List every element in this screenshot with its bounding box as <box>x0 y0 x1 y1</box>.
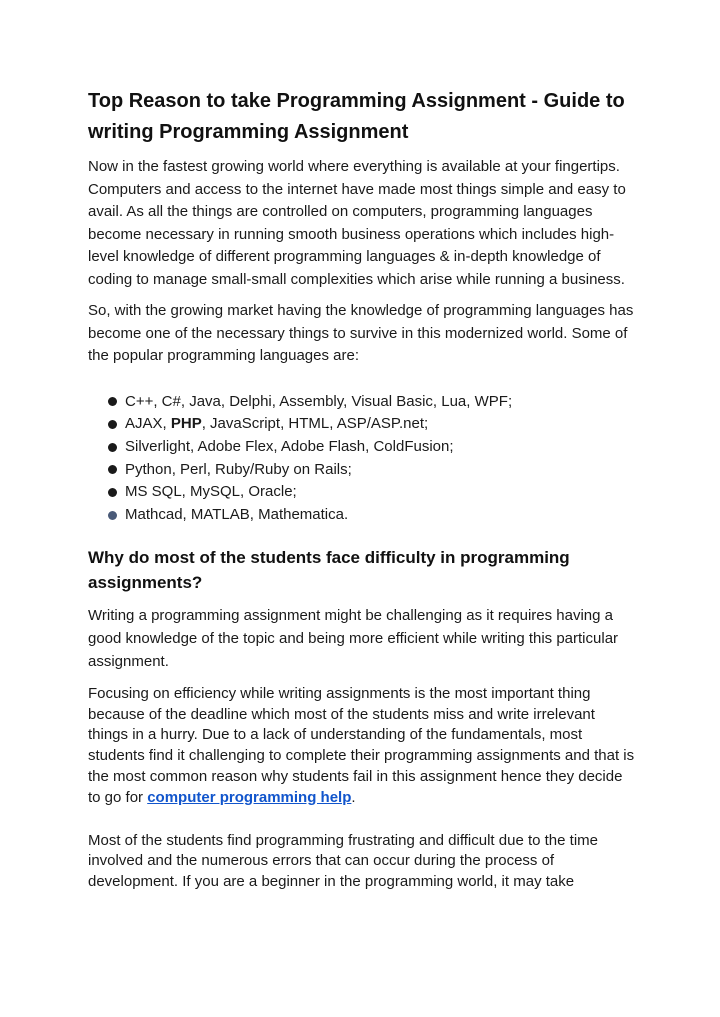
section-paragraph-2 <box>88 684 638 809</box>
list-item <box>108 391 638 414</box>
paragraph-text: Focusing on efficiency while writing assignments is the most important thing because of the deadline which most of the students miss and write irrelevant things in a hurry. Due to a lack of understanding of the fundamentals, most students find it challenging to complete their programming assignments and that is the most common reason why students fail in this assignment hence they decide to go for <box>88 684 635 806</box>
bullet-icon <box>108 397 117 406</box>
list-item <box>108 459 638 482</box>
list-item-prefix: AJAX, <box>125 415 171 433</box>
list-item-text: C++, C#, Java, Delphi, Assembly, Visual Basic, Lua, WPF; <box>125 392 513 410</box>
list-item <box>108 436 638 459</box>
list-item-suffix: , JavaScript, HTML, ASP/ASP.net; <box>201 415 429 433</box>
bullet-icon <box>108 465 117 474</box>
list-item-bold: PHP <box>170 415 202 433</box>
section-paragraph-3: Most of the students find programming frustrating and difficult due to the time involved and the numerous errors that can occur during the process of development. If you are a beginner in the programming world, it may take <box>88 831 598 891</box>
bullet-icon <box>108 443 117 452</box>
document-title: Top Reason to take Programming Assignment - Guide to writing Programming Assignment <box>88 90 625 143</box>
list-item <box>108 413 638 436</box>
bullet-icon <box>108 511 117 520</box>
document-page <box>88 86 638 893</box>
paragraph-end: . <box>351 788 356 806</box>
list-item-text: Python, Perl, Ruby/Ruby on Rails; <box>125 460 352 478</box>
programming-languages-list <box>88 391 638 527</box>
list-item <box>108 481 638 504</box>
list-item-text: MS SQL, MySQL, Oracle; <box>125 483 297 501</box>
section-heading: Why do most of the students face difficulty in programming assignments? <box>88 547 570 592</box>
section-paragraph-1: Writing a programming assignment might be challenging as it requires having a good knowledge of the topic and being more efficient while writing this particular assignment. <box>88 606 619 670</box>
list-item <box>108 504 638 527</box>
bullet-icon <box>108 420 117 429</box>
bullet-icon <box>108 488 117 497</box>
list-item-text: Silverlight, Adobe Flex, Adobe Flash, ColdFusion; <box>125 437 454 455</box>
list-item-text <box>125 413 428 436</box>
list-item-text: Mathcad, MATLAB, Mathematica. <box>125 506 349 524</box>
intro-paragraph-1: Now in the fastest growing world where everything is available at your fingertips. Computers and access to the internet have made most things simple and easy to avail. As all the things are controlled on computers, programming languages become necessary in running smooth business operations which includes high-level knowledge of different programming languages & in-depth knowledge of coding to manage small-small complexities which arise while running a business. <box>88 158 626 288</box>
intro-paragraph-2: So, with the growing market having the knowledge of programming languages has become one of the necessary things to survive in this modernized world. Some of the popular programming languages are: <box>88 302 634 364</box>
computer-programming-help-link[interactable]: computer programming help <box>147 788 352 806</box>
